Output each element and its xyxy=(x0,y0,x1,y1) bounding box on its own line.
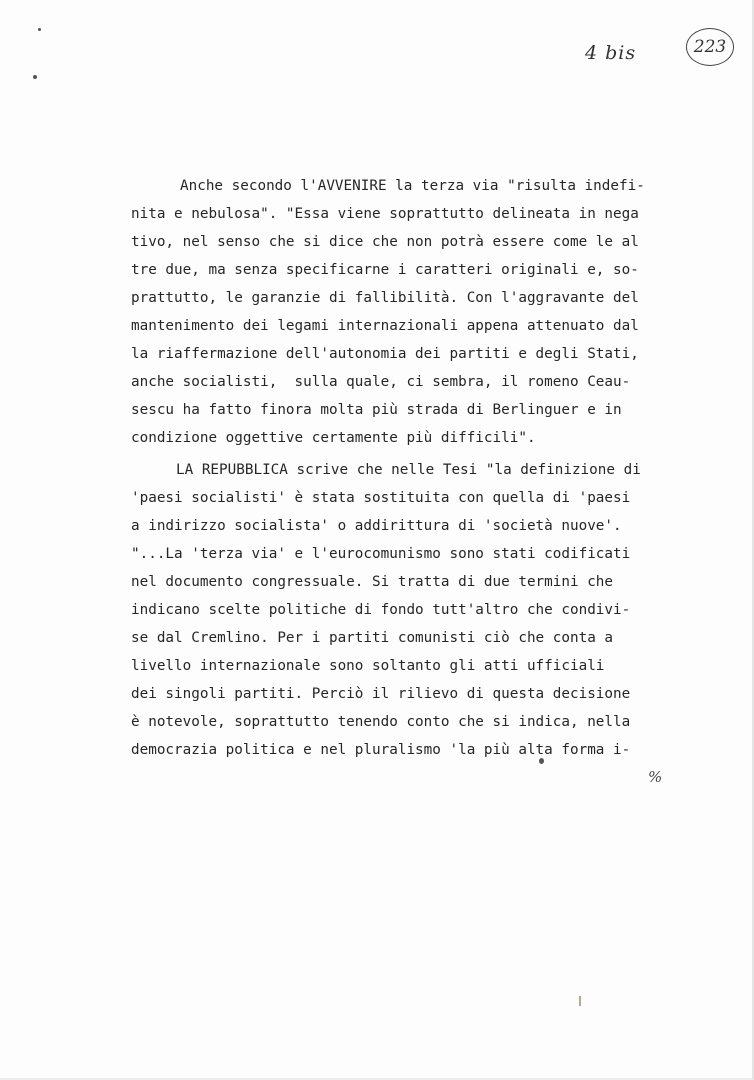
margin-speck xyxy=(38,28,41,31)
text-line: nel documento congressuale. Si tratta di due termini che xyxy=(131,574,614,590)
text-line: nita e nebulosa". "Essa viene soprattutto delineata in nega xyxy=(131,206,639,222)
continuation-mark: % xyxy=(648,768,663,786)
text-line: condizione oggettive certamente più difficili". xyxy=(131,430,536,446)
text-line: tivo, nel senso che si dice che non potrà essere come le al xyxy=(131,234,639,250)
text-line: se dal Cremlino. Per i partiti comunisti ciò che conta a xyxy=(131,630,614,646)
page-number-stamp xyxy=(686,28,734,66)
text-line: Anche secondo l'AVVENIRE la terza via "risulta indefi- xyxy=(180,178,645,194)
text-line: democrazia politica e nel pluralismo 'la più alta forma i- xyxy=(131,742,631,758)
margin-speck xyxy=(33,75,37,79)
text-line: mantenimento dei legami internazionali appena attenuato dal xyxy=(131,318,639,334)
text-line: è notevole, soprattutto tenendo conto che si indica, nella xyxy=(131,714,631,730)
paper-mark xyxy=(579,996,581,1006)
text-line: dei singoli partiti. Perciò il rilievo di questa decisione xyxy=(131,686,631,702)
text-line: anche socialisti, sulla quale, ci sembra, il romeno Ceau- xyxy=(131,374,631,390)
text-line: prattutto, le garanzie di fallibilità. Con l'aggravante del xyxy=(131,290,639,306)
text-line: LA REPUBBLICA scrive che nelle Tesi "la definizione di xyxy=(176,462,641,478)
text-line: la riaffermazione dell'autonomia dei partiti e degli Stati, xyxy=(131,346,639,362)
text-line: tre due, ma senza specificarne i caratteri originali e, so- xyxy=(131,262,639,278)
page-number: 223 xyxy=(693,37,727,57)
text-line: livello internazionale sono soltanto gli atti ufficiali xyxy=(131,658,605,674)
text-line: sescu ha fatto finora molta più strada di Berlinguer e in xyxy=(131,402,622,418)
text-line: "...La 'terza via' e l'eurocomunismo sono stati codificati xyxy=(131,546,631,562)
handwritten-note: 4 bis xyxy=(585,42,637,64)
text-line: indicano scelte politiche di fondo tutt'altro che condivi- xyxy=(131,602,631,618)
text-line: a indirizzo socialista' o addirittura di 'società nuove'. xyxy=(131,518,622,534)
text-line: 'paesi socialisti' è stata sostituita con quella di 'paesi xyxy=(131,490,631,506)
